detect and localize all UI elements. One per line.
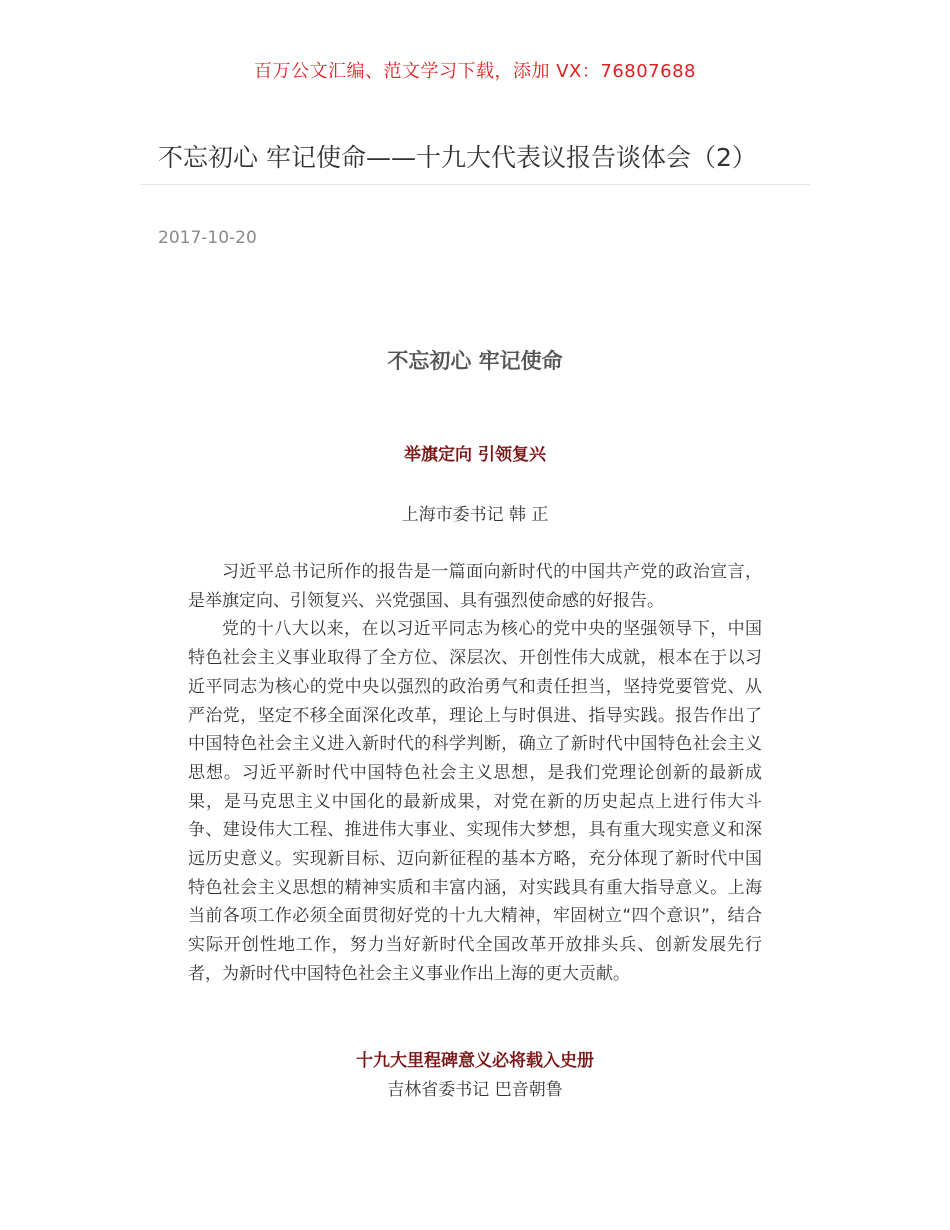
- paragraph: 习近平总书记所作的报告是一篇面向新时代的中国共产党的政治宣言，是举旗定向、引领复兴、兴党强国、具有强烈使命感的好报告。: [188, 562, 762, 611]
- section-title: 举旗定向 引领复兴: [404, 445, 546, 465]
- article-title: 不忘初心 牢记使命——十九大代表议报告谈体会（2）: [158, 143, 757, 172]
- paragraph: 党的十八大以来，在以习近平同志为核心的党中央的坚强领导下，中国特色社会主义事业取得了全方位、深层次、开创性伟大成就，根本在于以习近平同志为核心的党中央以强烈的政治勇气和责任担当，坚持党要管党、从严治党，坚定不移全面深化改革，理论上与时俱进、指导实践。报告作出了中国特色社会主义进入新时代的科学判断，确立了新时代中国特色社会主义思想。习近平新时代中国特色社会主义思想，是我们党理论创新的最新成果，是马克思主义中国化的最新成果，对党在新的历史起点上进行伟大斗争、建设伟大工程、推进伟大事业、实现伟大梦想，具有重大现实意义和深远历史意义。实现新目标、迈向新征程的基本方略，充分体现了新时代中国特色社会主义思想的精神实质和丰富内涵，对实践具有重大指导意义。上海当前各项工作必须全面贯彻好党的十九大精神，牢固树立“四个意识”，结合实际开创性地工作，努力当好新时代全国改革开放排头兵、创新发展先行者，为新时代中国特色社会主义事业作出上海的更大贡献。: [188, 619, 762, 984]
- section-author: 吉林省委书记 巴音朝鲁: [387, 1080, 563, 1100]
- section-body: [188, 558, 762, 989]
- download-banner: 百万公文汇编、范文学习下载，添加 VX：76807688: [254, 61, 696, 82]
- publish-date: 2017-10-20: [158, 228, 257, 248]
- title-divider: [140, 184, 810, 185]
- section-author: 上海市委书记 韩 正: [401, 505, 549, 525]
- section-title: 十九大里程碑意义必将载入史册: [356, 1051, 594, 1071]
- main-heading: 不忘初心 牢记使命: [387, 349, 563, 373]
